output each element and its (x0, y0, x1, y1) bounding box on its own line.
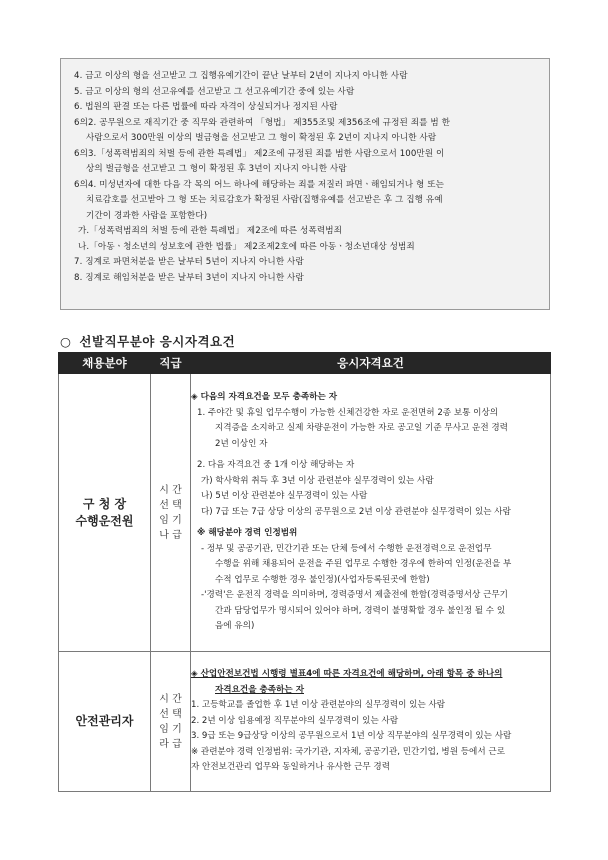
requirements-table (58, 352, 551, 792)
requirement-line: - 정부 및 공공기관, 민간기관 또는 단체 등에서 수행한 운전경력으로 운전업무 (201, 543, 492, 554)
field-name-line1: 구 청 장 (82, 496, 127, 511)
header-grade: 직급 (151, 353, 191, 374)
field-name: 안전관리자 (75, 714, 134, 728)
requirement-line: 나) 5년 이상 관련분야 실무경력이 있는 사람 (201, 491, 368, 502)
grade-line: 시 간 (159, 484, 182, 496)
disqualification-line: 4. 금고 이상의 형을 선고받고 그 집행유예기간이 끝난 날부터 2년이 지나지 아니한 사람 (74, 71, 408, 81)
requirements-cell (191, 652, 551, 792)
disqualification-line: 나.「아동ㆍ청소년의 성보호에 관한 법률」 제2조제2호에 따른 아동ㆍ청소년대상 성범죄 (78, 241, 415, 252)
header-requirements: 응시자격요건 (191, 353, 551, 374)
requirement-heading: ◈ 다음의 자격요건을 모두 충족하는 자 (191, 392, 338, 403)
disqualification-line: 7. 징계로 파면처분을 받은 날부터 5년이 지나지 아니한 사람 (74, 257, 304, 267)
grade-cell (151, 652, 191, 792)
disqualification-line: 기간이 경과한 사람을 포함한다) (86, 210, 208, 221)
table-row (59, 652, 551, 792)
disqualification-line: 6의3.「성폭력범죄의 처벌 등에 관한 특례법」 제2조에 규정된 죄를 범한 사람으로서 100만원 이 (74, 148, 445, 159)
requirement-line: 2년 이상인 자 (215, 438, 268, 449)
grade-line: 임 기 (159, 723, 182, 735)
grade-line: 선 택 (159, 499, 182, 511)
requirement-note-heading: ※ 해당분야 경력 인정범위 (197, 528, 298, 539)
section-title: 선발직무분야 응시자격요건 (79, 334, 236, 349)
disqualification-line: 6의4. 미성년자에 대한 다음 각 목의 어느 하나에 해당하는 죄를 저질러 파면ㆍ해임되거나 형 또는 (74, 179, 445, 190)
grade-line: 임 기 (159, 514, 182, 526)
grade-line: 선 택 (159, 708, 182, 720)
requirements-cell (191, 374, 551, 652)
disqualification-line: 가.「성폭력범죄의 처벌 등에 관한 특례법」 제2조에 따른 성폭력범죄 (78, 226, 343, 236)
disqualification-line: 6의2. 공무원으로 재직기간 중 직무와 관련하여 「형법」 제355조및 제356조에 규정된 죄를 범 한 (74, 117, 450, 128)
requirement-line: 1. 주야간 및 휴일 업무수행이 가능한 신체건강한 자로 운전면허 2종 보통 이상의 (197, 407, 499, 418)
requirement-line: -'경력'은 운전직 경력을 의미하며, 경력증명서 제출전에 한함(경력증명서상 근무기 (201, 590, 508, 601)
grade-line: 시 간 (159, 693, 182, 705)
requirement-line: 3. 9급 또는 9급상당 이상의 공무원으로서 1년 이상 직무분야의 실무경력이 있는 사람 (191, 731, 512, 742)
requirement-line: 가) 학사학위 취득 후 3년 이상 관련분야 실무경력이 있는 사람 (201, 475, 434, 486)
disqualification-box (60, 58, 550, 310)
section-heading (60, 332, 235, 350)
disqualification-line: 상의 벌금형을 선고받고 그 형이 확정된 후 3년이 지나지 아니한 사람 (86, 164, 347, 174)
disqualification-line: 6. 법원의 판결 또는 다른 법률에 따라 자격이 상실되거나 정지된 사람 (74, 102, 338, 112)
table-header-row (59, 353, 551, 374)
requirement-line: 2. 2년 이상 임용예정 직무분야의 실무경력이 있는 사람 (191, 715, 399, 726)
requirement-heading: ◈ 산업안전보건법 시행령 별표4에 따른 자격요건에 해당하며, 아래 항목 중 하나의 (191, 669, 503, 680)
requirement-line: 수적 업무로 수행한 경우 불인정)(사업자등록된곳에 한함) (215, 574, 430, 585)
requirement-line: 간과 담당업무가 명시되어 있어야 하며, 경력이 불명확할 경우 불인정 될 수 있 (215, 605, 506, 616)
disqualification-line: 8. 징계로 해임처분을 받은 날부터 3년이 지나지 아니한 사람 (74, 272, 304, 283)
circle-bullet-icon: ○ (60, 334, 72, 349)
requirement-line: 1. 고등학교를 졸업한 후 1년 이상 관련분야의 실무경력이 있는 사람 (191, 700, 446, 711)
requirement-line: 자 안전보건관리 업무와 동일하거나 유사한 근무 경력 (191, 762, 391, 773)
header-field: 채용분야 (59, 353, 151, 374)
requirement-line: 2. 다음 자격요건 중 1개 이상 해당하는 자 (197, 460, 355, 471)
grade-line: 나 급 (159, 529, 182, 541)
requirement-line: 지격증을 소지하고 실제 차량운전이 가능한 자로 공고일 기준 무사고 운전 경력 (215, 423, 508, 434)
requirement-heading: 자격요건을 충족하는 자 (215, 684, 304, 695)
table-row (59, 374, 551, 652)
disqualification-line: 5. 금고 이상의 형의 선고유예를 선고받고 그 선고유예기간 중에 있는 사람 (74, 86, 355, 97)
grade-line: 라 급 (159, 738, 182, 750)
field-name-line2: 수행운전원 (75, 513, 134, 528)
field-cell (59, 374, 151, 652)
disqualification-line: 사람으로서 300만원 이상의 벌금형을 선고받고 그 형이 확정된 후 2년이 지나지 아니한 사람 (86, 133, 437, 143)
grade-cell (151, 374, 191, 652)
field-cell (59, 652, 151, 792)
requirement-line: 음에 유의) (215, 621, 255, 632)
requirement-line: 수행을 위해 채용되어 운전을 주된 업무로 수행한 경우에 한하여 인정(운전을 부 (215, 559, 512, 570)
requirement-line: ※ 관련분야 경력 인정범위: 국가기관, 지자체, 공공기관, 민간기업, 병원 등에서 근로 (191, 746, 505, 757)
requirement-line: 다) 7급 또는 7급 상당 이상의 공무원으로 2년 이상 관련분야 실무경력이 있는 사람 (201, 506, 511, 517)
disqualification-line: 치료감호를 선고받아 그 형 또는 치료감호가 확정된 사람(집행유예를 선고받은 후 그 집행 유예 (86, 195, 443, 205)
